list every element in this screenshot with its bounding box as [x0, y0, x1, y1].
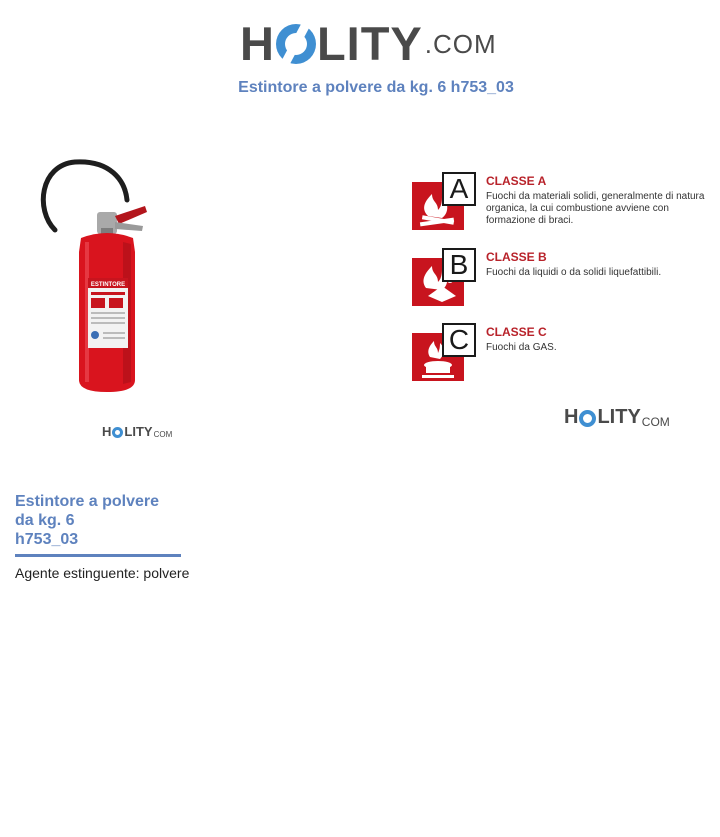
mini-logo-suffix: COM [153, 430, 173, 439]
fire-class-c-title: CLASSE C [486, 325, 547, 339]
product-image-extinguisher [15, 130, 215, 460]
extinguisher-illustration [15, 130, 215, 460]
logo-text-left: H [240, 17, 275, 70]
logo-text-right: LITY [316, 17, 423, 70]
product-attribute: Agente estinguente: polvere [15, 565, 190, 581]
fire-class-b-title: CLASSE B [486, 250, 547, 264]
fire-class-b [412, 248, 712, 308]
mini-logo-left: H [102, 424, 112, 439]
mini-logo-o-icon [112, 427, 123, 438]
fire-class-b-letter: B [442, 248, 476, 282]
fire-class-a-letter: A [442, 172, 476, 206]
fire-class-c-letter: C [442, 323, 476, 357]
fire-class-a [412, 172, 712, 232]
logo-o-icon [276, 24, 316, 64]
fire-class-c-desc: Fuochi da GAS. [486, 342, 557, 353]
product-name-line-2: da kg. 6 [15, 512, 75, 529]
product-divider [15, 554, 181, 557]
fire-class-a-desc: Fuochi da materiali solidi, generalmente di natura organica, la cui combustione avviene con formazione di braci. [486, 191, 705, 226]
mini-logo-right: LITY [597, 406, 641, 428]
fire-class-c [412, 323, 712, 383]
site-logo[interactable] [240, 14, 497, 70]
fire-class-a-title: CLASSE A [486, 174, 547, 188]
extinguisher-label-text: ESTINTORE [90, 282, 126, 288]
fire-classes-watermark-logo [564, 406, 670, 429]
product-name-line-3: h753_03 [15, 531, 79, 548]
product-name [15, 492, 185, 549]
mini-logo-suffix: COM [641, 415, 670, 429]
extinguisher-watermark-logo [102, 424, 172, 439]
mini-logo-right: LITY [124, 424, 153, 439]
logo-suffix: .COM [424, 29, 497, 59]
mini-logo-left: H [564, 406, 579, 428]
product-image-fire-classes [368, 130, 705, 460]
page-title: Estintore a polvere da kg. 6 h753_03 [238, 79, 514, 96]
fire-class-b-desc: Fuochi da liquidi o da solidi liquefattibili. [486, 267, 662, 278]
product-name-line-1: Estintore a polvere [15, 493, 160, 510]
mini-logo-o-icon [579, 410, 596, 427]
